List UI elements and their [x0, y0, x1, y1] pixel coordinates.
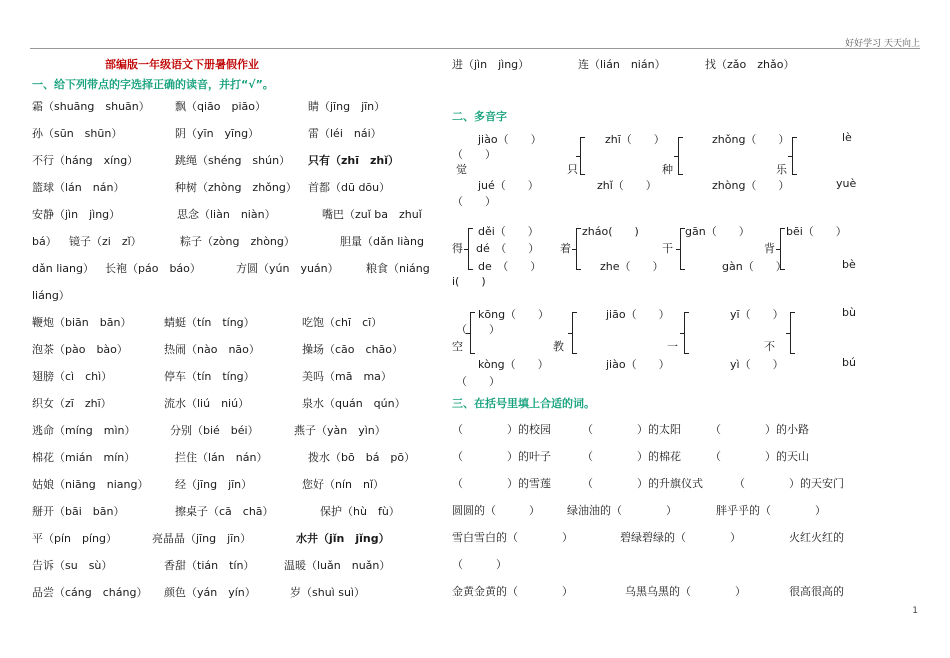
- page-number: 1: [912, 606, 918, 616]
- list-item: 火红火红的: [789, 531, 844, 544]
- list-item: （ ）的太阳: [582, 423, 681, 436]
- brace-icon: [468, 228, 473, 270]
- list-item: 碧绿碧绿的（ ）: [620, 531, 741, 544]
- list-item: 很高很高的: [789, 585, 844, 598]
- brace-icon: [678, 137, 683, 175]
- list-item: 乌黑乌黑的（ ）: [625, 585, 746, 598]
- brace-icon: [470, 312, 475, 354]
- list-item: （ ）: [452, 558, 507, 571]
- brace-icon: [576, 228, 581, 270]
- list-item: （ ）的叶子: [452, 450, 551, 463]
- section2-heading: 二、多音字: [452, 110, 507, 123]
- list-item: 金黄金黄的（ ）: [452, 585, 573, 598]
- brace-icon: [684, 312, 689, 354]
- brace-icon: [580, 137, 585, 175]
- brace-icon: [680, 228, 685, 270]
- list-item: （ ）的小路: [710, 423, 809, 436]
- brace-icon: [572, 312, 577, 354]
- list-item: （ ）的天安门: [734, 477, 844, 490]
- list-item: （ ）的升旗仪式: [582, 477, 703, 490]
- list-item: （ ）的棉花: [582, 450, 681, 463]
- list-item: 雪白雪白的（ ）: [452, 531, 573, 544]
- header-rule: [30, 48, 920, 49]
- right-top-item: 找（zǎo zhǎo）: [705, 58, 795, 71]
- section3-heading: 三、在括号里填上合适的词。: [452, 397, 595, 410]
- list-item: 绿油油的（ ）: [567, 504, 677, 517]
- list-item: （ ）的校园: [452, 423, 551, 436]
- brace-icon: [790, 312, 795, 354]
- list-item: （ ）的雪莲: [452, 477, 551, 490]
- right-top-item: 连（lián nián）: [578, 58, 666, 71]
- list-item: 圆圆的（ ）: [452, 504, 540, 517]
- section1-heading: 一、给下列带点的字选择正确的读音，并打“√”。: [32, 78, 274, 91]
- list-item: 胖乎乎的（ ）: [716, 504, 826, 517]
- brace-icon: [792, 137, 797, 175]
- list-item: （ ）的天山: [710, 450, 809, 463]
- header-motto: 好好学习 天天向上: [845, 39, 920, 49]
- page-title: 部编版一年级语文下册暑假作业: [105, 58, 259, 71]
- right-top-item: 进（jìn jìng）: [452, 58, 530, 71]
